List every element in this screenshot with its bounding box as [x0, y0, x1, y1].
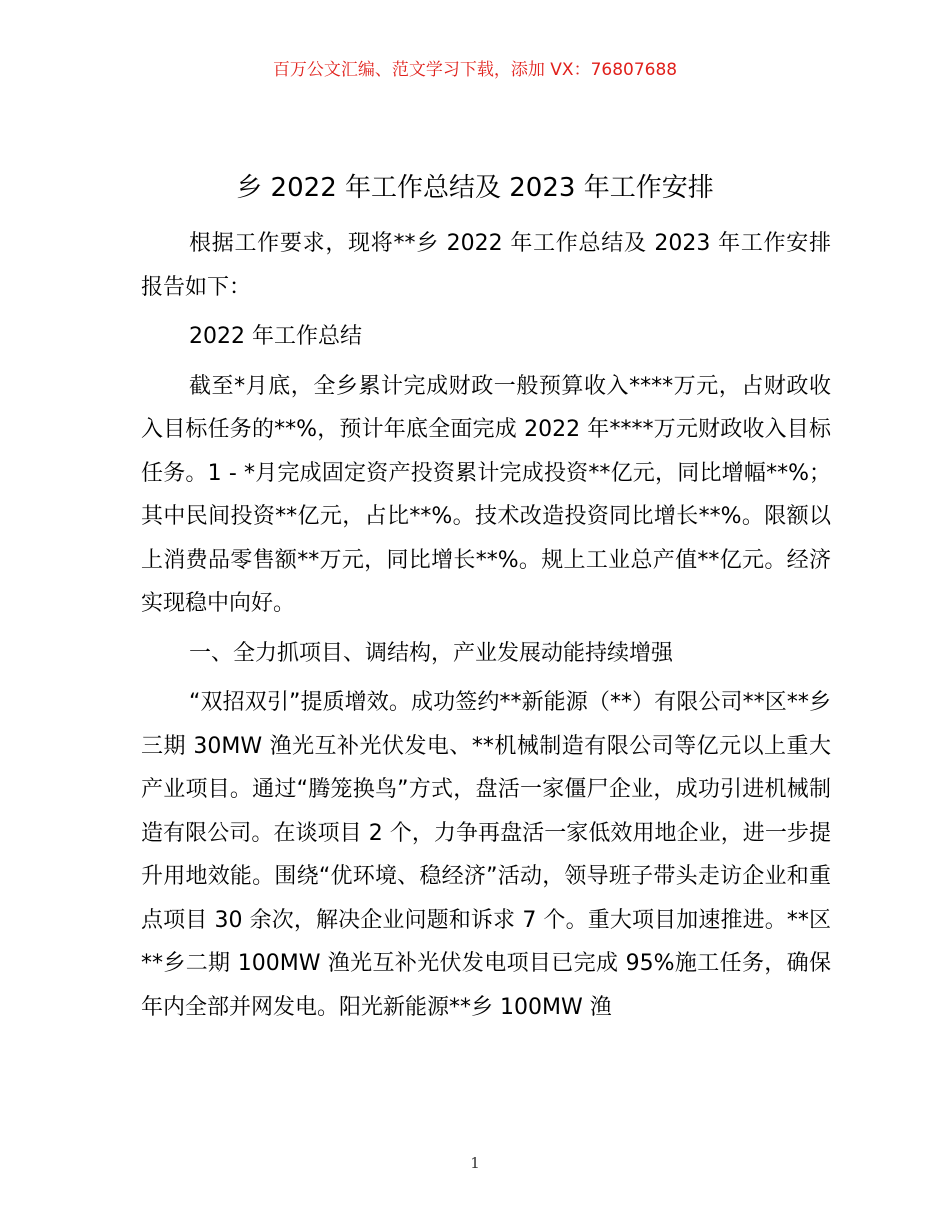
page-number: 1	[470, 1154, 480, 1172]
economy-paragraph: 截至*月底，全乡累计完成财政一般预算收入****万元，占财政收入目标任务的**%，预计年底全面完成 2022 年****万元财政收入目标任务。1 - *月完成固定资产投资累计完成投资**亿元，同比增幅**%；其中民间投资**亿元，占比**%。技术改造投资同比增长**%。限额以上消费品零售额**万元，同比增长**%。规上工业总产值**亿元。经济实现稳中向好。	[141, 373, 831, 616]
projects-paragraph: “双招双引”提质增效。成功签约**新能源（**）有限公司**区**乡三期 30MW 渔光互补光伏发电、**机械制造有限公司等亿元以上重大产业项目。通过“腾笼换鸟”方式，盘活一家僵尸企业，成功引进机械制造有限公司。在谈项目 2 个，力争再盘活一家低效用地企业，进一步提升用地效能。围绕“优环境、稳经济”活动，领导班子带头走访企业和重点项目 30 余次，解决企业问题和诉求 7 个。重大项目加速推进。**区**乡二期 100MW 渔光互补光伏发电项目已完成 95%施工任务，确保年内全部并网发电。阳光新能源**乡 100MW 渔	[141, 690, 831, 1020]
section-heading-summary: 2022 年工作总结	[189, 324, 362, 349]
document-body	[141, 222, 831, 1035]
section-heading-projects: 一、全力抓项目、调结构，产业发展动能持续增强	[189, 640, 674, 666]
watermark-header: 百万公文汇编、范文学习下载，添加 VX：76807688	[272, 60, 678, 80]
intro-paragraph: 根据工作要求，现将**乡 2022 年工作总结及 2023 年工作安排报告如下：	[141, 231, 831, 300]
document-title: 乡 2022 年工作总结及 2023 年工作安排	[236, 173, 714, 203]
